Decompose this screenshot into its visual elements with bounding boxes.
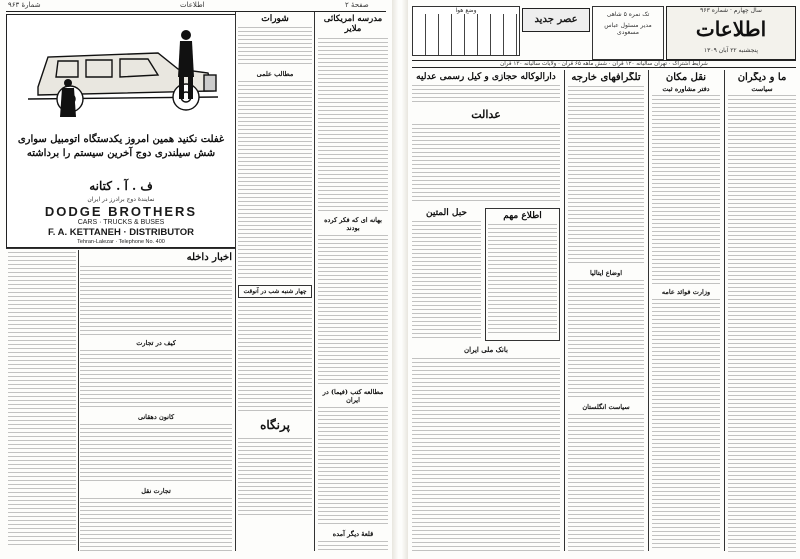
naql-makan-sub1: دفتر مشاوره ثبت [662,85,710,93]
shorat-box-text: چهار شنبه شب در آنوقت [243,288,307,295]
issue-date: پنجشنبه ۲۲ آبان ۱۳۰۹ [703,47,759,54]
school-headline: مدرسه امریکائی ملایر [323,14,383,34]
telegrams-headline: تلگرافهای خارجه [571,72,641,83]
habl-ol-matin-headline: حبل المتین [426,208,467,218]
left-col-school [318,14,388,551]
ad-products: CARS · TRUCKS & BUSES [77,219,165,226]
ma-va-digaran-sub: سیاست [751,85,773,93]
ad-distributor: F. A. KETTANEH · DISTRIBUTOR [47,227,195,238]
right-newspaper-page [408,0,800,559]
left-newspaper-page [0,0,392,559]
school-sub1: بهانه ای که فکر کرده بودند [324,216,382,232]
left-col-misc [8,252,76,552]
domestic-headline: اخبار داخله [186,252,232,263]
col-telegrams [568,72,644,552]
school-sub3: قلعهٔ دیگر آمده [332,530,374,538]
left-folio-page: صفحهٔ ۲ [345,1,369,9]
ad-dealer-persian: ف . آ . کتانه [89,179,153,193]
shorat-bottom-headline: پرنگاه [260,418,290,432]
issue-number: سال چهارم · شماره ۹۶۳ [700,7,762,14]
dodge-advertisement [6,14,236,248]
price: تک نمره ۵ شاهی [606,11,650,18]
telegrams-sub2: سیاست انگلستان [582,403,630,411]
ad-headline: غفلت نکنید همین امروز یکدستگاه اتومبیل سواری شش سیلندری دوج آخرین سیستم را برداشته [17,134,225,159]
shorat-sub1: مطالب علمی [256,70,294,78]
masthead-info-box [592,6,664,60]
notice-headline: اطلاع مهم [503,211,542,221]
ad-address: Tehran-Lalezar · Telephone No. 400 [77,239,165,245]
domestic-sub1: کیف در تجارت [136,339,176,347]
left-folio-issue: شمارهٔ ۹۶۳ [8,1,41,9]
left-col-domestic [80,252,232,552]
weather-table [412,6,520,56]
masthead [666,6,796,60]
editor: مدیر مسئول عباس مسعودی [604,22,652,36]
domestic-sub2: کانون دهقانی [137,413,175,421]
car-illustration-icon [8,17,234,127]
col-naql-makan [652,72,720,552]
school-sub2: مطالعه کتب (فیما) در ایران [322,388,384,404]
ad-dealer-note: نمایندهٔ دوج برادرز در ایران [87,196,155,203]
domestic-sub3: تجارت نقل [141,487,171,495]
telegrams-sub1: اوضاع ایتالیا [589,269,623,277]
subscription-ticker: شرایط اشتراک · تهران سالیانه ۱۲۰ قران · شش ماهه ۶۵ قران · ولایات سالیانه ۱۳۰ قران [412,60,796,68]
darolvekale-headline: دارالوکاله حجازی و کیل رسمی عدلیه [416,72,556,82]
page-gutter [392,0,408,559]
ma-va-digaran-headline: ما و دیگران [737,72,787,83]
ad-brand: DODGE BROTHERS [44,204,198,219]
naql-makan-sub2: وزارت فوائد عامه [661,288,711,296]
left-folio-name: اطلاعات [180,1,205,9]
paper-name: اطلاعات [695,17,767,41]
naql-makan-headline: نقل مکان [665,72,707,83]
adalat-headline: عدالت [471,108,501,121]
col-ma-va-digaran [728,72,796,552]
asr-jadid-stamp: عصر جدید [522,8,590,32]
shorat-headline: شورات [261,14,289,24]
weather-title: وضع هوا [413,7,519,14]
left-col-shorat [238,14,312,551]
col-darolvekale [412,72,560,552]
bank-melli-headline: بانک ملی ایران [464,345,508,354]
